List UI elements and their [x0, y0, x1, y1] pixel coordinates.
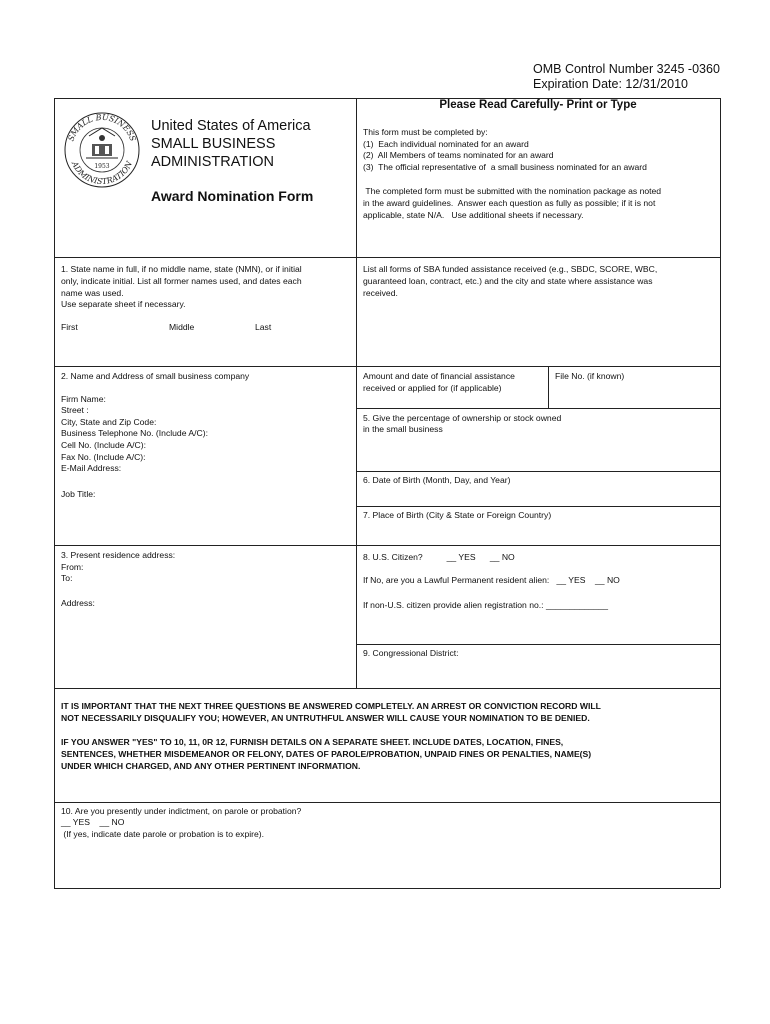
file-no-label: File No. (if known) — [555, 371, 625, 381]
rule-4 — [54, 688, 720, 689]
agency-line3: ADMINISTRATION — [151, 154, 274, 170]
amount-line2: received or applied for (if applicable) — [363, 383, 502, 393]
agency-name — [151, 117, 311, 171]
q8-permanent-resident[interactable]: If No, are you a Lawful Permanent resident alien: __ YES __ NO — [363, 575, 620, 585]
q6-label: 6. Date of Birth (Month, Day, and Year) — [363, 475, 511, 485]
agency-line1: United States of America — [151, 118, 311, 134]
q1-line2: only, indicate initial. List all former names used, and dates each — [61, 276, 302, 286]
form-title: Award Nomination Form — [151, 188, 314, 204]
instructions-note-1: The completed form must be submitted with the nomination package as noted — [363, 186, 662, 196]
q2-cell[interactable]: Cell No. (Include A/C): — [61, 440, 147, 450]
rule-amount — [356, 408, 720, 409]
rule-left — [54, 98, 55, 888]
rule-middle — [356, 98, 357, 688]
q2-phone[interactable]: Business Telephone No. (Include A/C): — [61, 428, 208, 438]
q3-title: 3. Present residence address: — [61, 550, 176, 560]
svg-text:1953: 1953 — [94, 163, 110, 170]
rule-right — [720, 98, 721, 888]
instructions-heading: Please Read Carefully- Print or Type — [439, 99, 637, 111]
q1-line4: Use separate sheet if necessary. — [61, 299, 186, 309]
q1-middle-label: Middle — [169, 322, 195, 332]
q2-email[interactable]: E-Mail Address: — [61, 463, 122, 473]
q1-line1: 1. State name in full, if no middle name, state (NMN), or if initial — [61, 264, 302, 274]
q10-note: (If yes, indicate date parole or probation is to expire). — [61, 829, 265, 839]
q9-congressional-district[interactable]: 9. Congressional District: — [363, 648, 459, 658]
omb-header — [533, 62, 720, 92]
warning-p2-line2: SENTENCES, WHETHER MISDEMEANOR OR FELONY, DATES OF PAROLE/PROBATION, UNPAID FINES OR PENALTIES, NAME(S) — [61, 749, 592, 759]
q2-city[interactable]: City, State and Zip Code: — [61, 417, 157, 427]
sba-seal-logo — [62, 106, 142, 192]
q1-name-field[interactable] — [58, 334, 352, 362]
agency-line2: SMALL BUSINESS — [151, 136, 276, 152]
q8-citizen[interactable]: 8. U.S. Citizen? __ YES __ NO — [363, 552, 515, 562]
rule-q5 — [356, 471, 720, 472]
q8-alien-registration[interactable]: If non-U.S. citizen provide alien registration no.: _____________ — [363, 600, 609, 610]
instructions-item-2: (2) All Members of teams nominated for an award — [363, 150, 554, 160]
instructions-note-3: applicable, state N/A. Use additional sheets if necessary. — [363, 210, 584, 220]
warning-p1-line1: IT IS IMPORTANT THAT THE NEXT THREE QUESTIONS BE ANSWERED COMPLETELY. AN ARREST OR CONVICTION RECORD WILL — [61, 701, 601, 711]
expiration-date: Expiration Date: 12/31/2010 — [533, 77, 688, 91]
q5-line1: 5. Give the percentage of ownership or stock owned — [363, 413, 562, 423]
q1-first-label: First — [61, 322, 78, 332]
rule-1 — [54, 257, 720, 258]
rule-q6 — [356, 506, 720, 507]
q10-question: 10. Are you presently under indictment, on parole or probation? — [61, 806, 302, 816]
instructions-intro: This form must be completed by: — [363, 127, 488, 137]
amount-line1: Amount and date of financial assistance — [363, 371, 515, 381]
q1-line3: name was used. — [61, 288, 124, 298]
rule-5 — [54, 802, 720, 803]
q2-firm-name[interactable]: Firm Name: — [61, 394, 106, 404]
q3-from[interactable]: From: — [61, 562, 84, 572]
instructions-item-1: (1) Each individual nominated for an award — [363, 139, 529, 149]
q10-yes-no[interactable]: __ YES __ NO — [61, 817, 125, 827]
q2-job-title[interactable]: Job Title: — [61, 489, 96, 499]
q2-title: 2. Name and Address of small business company — [61, 371, 250, 381]
sba-assist-line1: List all forms of SBA funded assistance received (e.g., SBDC, SCORE, WBC, — [363, 264, 658, 274]
rule-bottom — [54, 888, 720, 889]
q3-address[interactable]: Address: — [61, 598, 95, 608]
rule-file-no — [548, 366, 549, 408]
omb-control-number: OMB Control Number 3245 -0360 — [533, 62, 720, 76]
instructions-note-2: in the award guidelines. Answer each question as fully as possible; if it is not — [363, 198, 656, 208]
q3-to[interactable]: To: — [61, 573, 73, 583]
q2-fax[interactable]: Fax No. (Include A/C): — [61, 452, 146, 462]
rule-3 — [54, 545, 720, 546]
q5-line2: in the small business — [363, 424, 443, 434]
warning-p1-line2: NOT NECESSARILY DISQUALIFY YOU; HOWEVER, AN UNTRUTHFUL ANSWER WILL CAUSE YOUR NOMINATION TO BE DENIED. — [61, 713, 590, 723]
warning-p2-line3: UNDER WHICH CHARGED, AND ANY OTHER PERTINENT INFORMATION. — [61, 761, 361, 771]
q7-label: 7. Place of Birth (City & State or Foreign Country) — [363, 510, 552, 520]
sba-assist-field[interactable] — [360, 302, 716, 362]
warning-p2-line1: IF YOU ANSWER "YES" TO 10, 11, 0R 12, FURNISH DETAILS ON A SEPARATE SHEET. INCLUDE DATES, LOCATION, FINES, — [61, 737, 564, 747]
svg-text:SMALL BUSINESS: SMALL BUSINESS — [66, 112, 138, 143]
rule-q8 — [356, 644, 720, 645]
q1-last-label: Last — [255, 322, 272, 332]
sba-assist-line3: received. — [363, 288, 398, 298]
q2-street[interactable]: Street : — [61, 405, 89, 415]
sba-assist-line2: guaranteed loan, contract, etc.) and the city and state where assistance was — [363, 276, 653, 286]
instructions-item-3: (3) The official representative of a small business nominated for an award — [363, 162, 647, 172]
rule-2 — [54, 366, 720, 367]
svg-text:ADMINISTRATION: ADMINISTRATION — [69, 159, 135, 187]
